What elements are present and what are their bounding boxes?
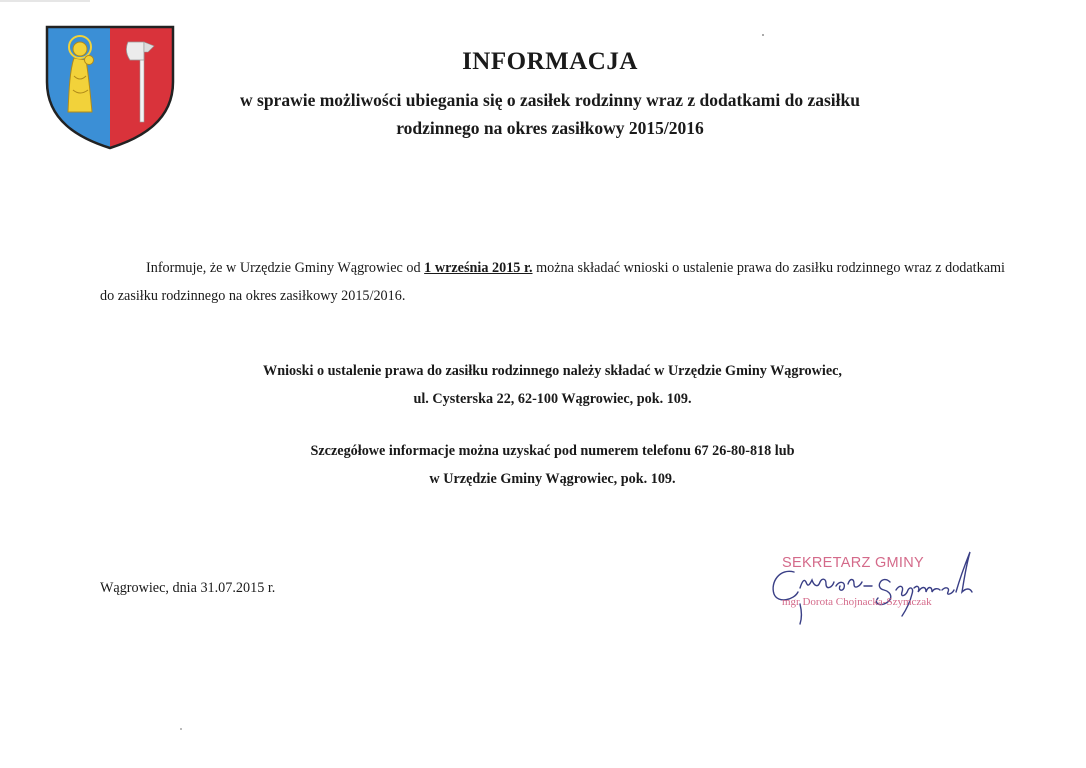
information-paragraph [100,254,1005,310]
place-and-date: Wągrowiec, dnia 31.07.2015 r. [100,580,276,596]
contact-line: Szczegółowe informacje można uzyskać pod numerem telefonu 67 26-80-818 lub [310,443,795,459]
contact-info [100,437,1005,493]
stamp-name: mgr Dorota Chojnacka-Szymczak [782,596,932,608]
paragraph-text: Informuje, że w Urzędzie Gminy Wągrowiec od [146,260,425,276]
scan-edge [0,0,90,2]
submission-line: Wnioski o ustalenie prawa do zasiłku rodzinnego należy składać w Urzędzie Gminy Wągrowiec, [263,363,842,379]
stamp-title: SEKRETARZ GMINY [782,555,924,571]
address-line: ul. Cysterska 22, 62-100 Wągrowiec, pok. 109. [413,391,692,407]
subtitle-line: rodzinnego na okres zasiłkowy 2015/2016 [396,118,704,138]
paragraph-text: można składać wnioski o ustalenie prawa do zasiłku rodzinnego wraz z dodatkami do zasiłku rodzinnego na okres zasiłkowy 2015/2016. [100,260,1005,304]
start-date: 1 września 2015 r. [424,260,533,276]
scan-speck [762,34,764,36]
contact-line: w Urzędzie Gminy Wągrowiec, pok. 109. [429,471,676,487]
signature-stamp [760,548,990,628]
document-title: INFORMACJA [462,48,638,75]
subtitle-line: w sprawie możliwości ubiegania się o zasiłek rodzinny wraz z dodatkami do zasiłku [240,90,860,110]
document-subtitle [130,86,970,142]
scan-speck [180,728,182,730]
submission-info [100,357,1005,413]
